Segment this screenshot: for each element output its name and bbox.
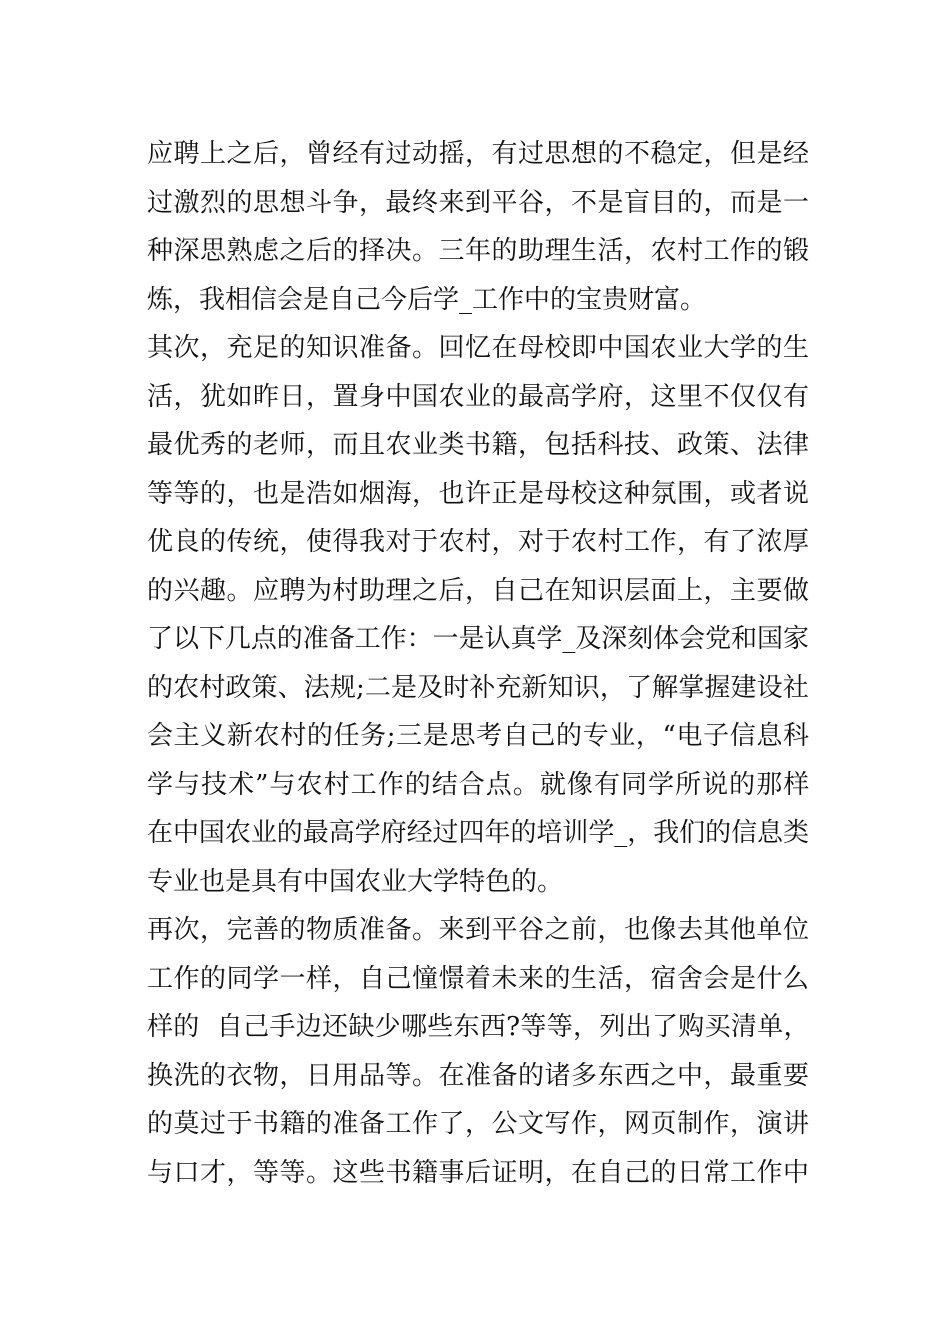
text-line: 与口才，等等。这些书籍事后证明，在自己的日常工作中 bbox=[147, 1157, 810, 1188]
text-line: 换洗的衣物，日用品等。在准备的诸多东西之中，最重要 bbox=[147, 1060, 810, 1091]
text-line: 种深思熟虑之后的择决。三年的助理生活，农村工作的锻 bbox=[147, 236, 810, 266]
text-line: 其次，充足的知识准备。回忆在母校即中国农业大学的生 bbox=[147, 333, 810, 363]
text-line: 炼，我相信会是自己今后学_工作中的宝贵财富。 bbox=[147, 284, 707, 315]
text-line: 过激烈的思想斗争，最终来到平谷，不是盲目的，而是一 bbox=[147, 187, 810, 218]
text-line: 学与技术”与农村工作的结合点。就像有同学所说的那样 bbox=[147, 769, 811, 800]
text-line: 优良的传统，使得我对于农村，对于农村工作，有了浓厚 bbox=[147, 527, 810, 557]
text-line: 了以下几点的准备工作：一是认真学_及深刻体会党和国家 bbox=[147, 624, 809, 654]
text-line: 再次，完善的物质准备。来到平谷之前，也像去其他单位 bbox=[147, 915, 810, 945]
text-line: 的农村政策、法规;二是及时补充新知识，了解掌握建设社 bbox=[147, 672, 809, 703]
text-line: 在中国农业的最高学府经过四年的培训学_，我们的信息类 bbox=[147, 818, 809, 848]
text-line: 应聘上之后，曾经有过动摇，有过思想的不稳定，但是经 bbox=[147, 139, 810, 169]
text-line: 专业也是具有中国农业大学特色的。 bbox=[147, 866, 564, 897]
text-line: 样的 自己手边还缺少哪些东西?等等，列出了购买清单， bbox=[147, 1012, 810, 1042]
body-text bbox=[147, 130, 809, 1197]
text-line: 的兴趣。应聘为村助理之后，自己在知识层面上，主要做 bbox=[147, 575, 810, 606]
text-line: 工作的同学一样，自己憧憬着未来的生活，宿舍会是什么 bbox=[147, 963, 810, 994]
text-line: 等等的，也是浩如烟海，也许正是母校这种氛围，或者说 bbox=[147, 478, 810, 509]
text-line: 最优秀的老师，而且农业类书籍，包括科技、政策、法律 bbox=[147, 430, 810, 460]
text-line: 会主义新农村的任务;三是思考自己的专业，“电子信息科 bbox=[147, 721, 810, 751]
text-line: 活，犹如昨日，置身中国农业的最高学府，这里不仅仅有 bbox=[147, 381, 810, 412]
text-line: 的莫过于书籍的准备工作了，公文写作，网页制作，演讲 bbox=[147, 1109, 810, 1139]
